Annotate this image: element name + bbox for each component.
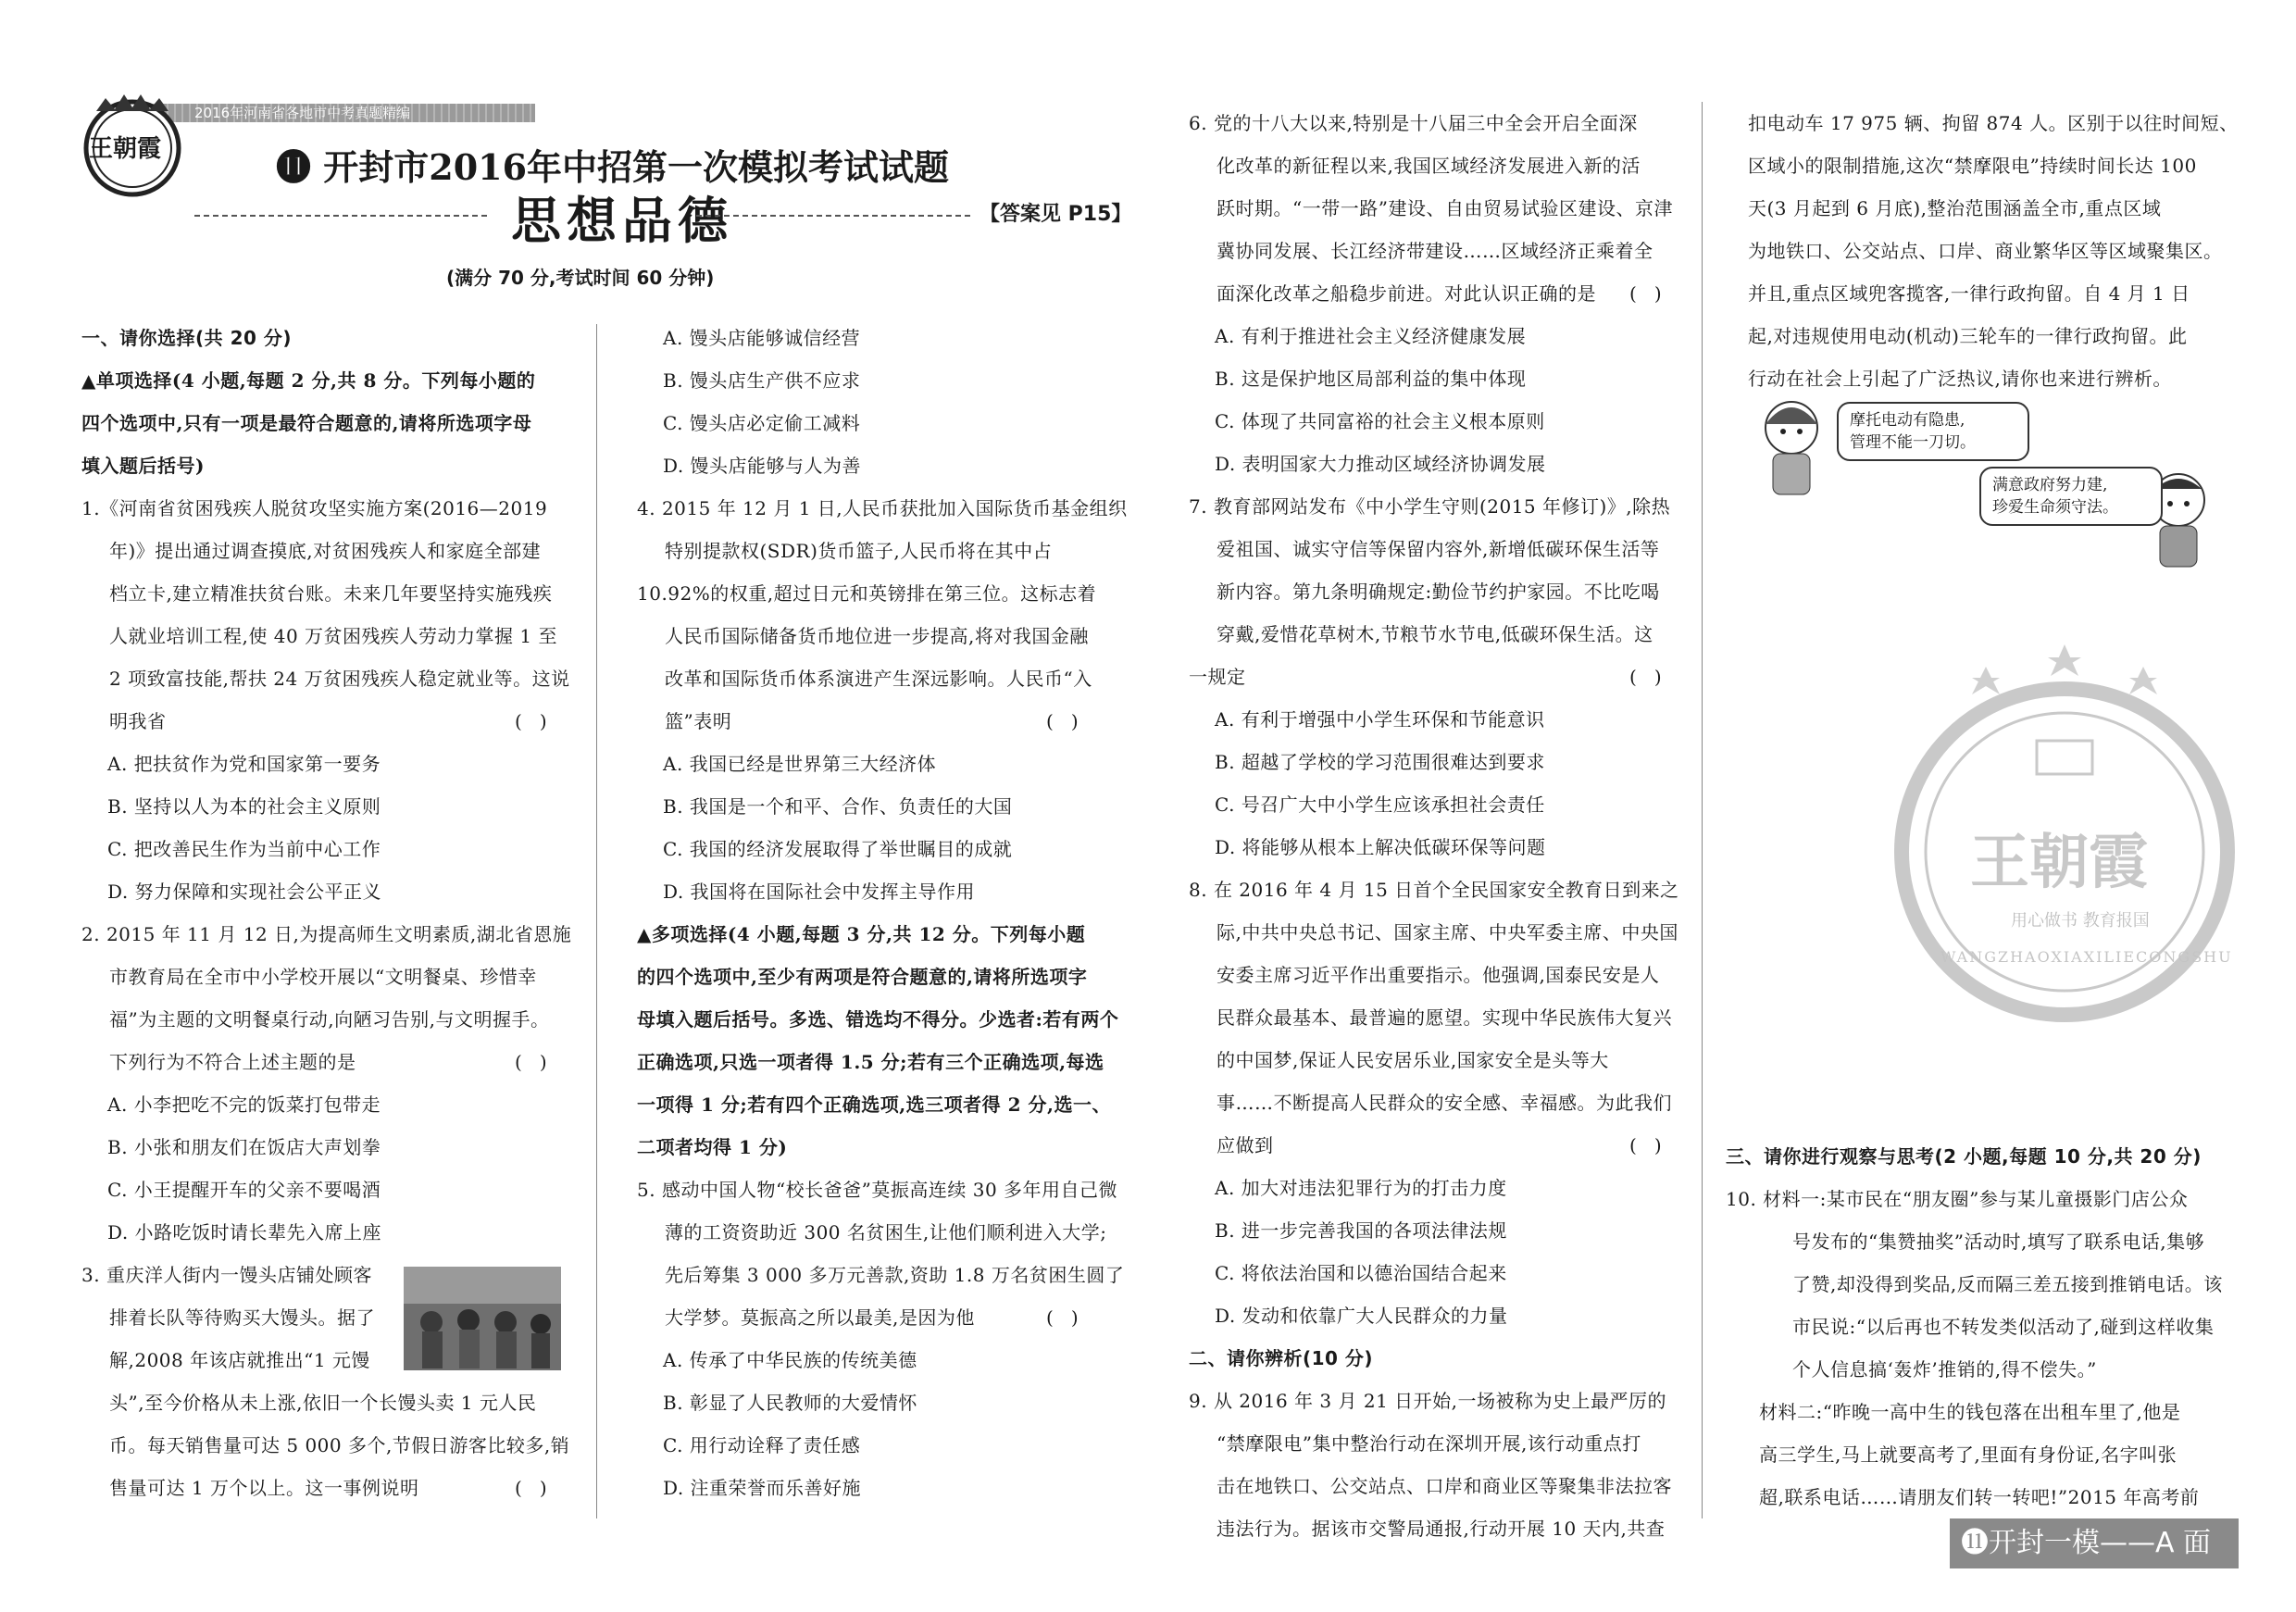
col3-line: 事……不断提高人民群众的安全感、幸福感。为此我们 bbox=[1217, 1092, 1672, 1114]
col3-line: 的中国梦,保证人民安居乐业,国家安全是头等大 bbox=[1217, 1049, 1609, 1071]
col3-line: 二、请你辨析(10 分) bbox=[1189, 1347, 1374, 1369]
col3-line: 8. 在 2016 年 4 月 15 日首个全民国家安全教育日到来之 bbox=[1189, 879, 1679, 901]
col4-line: 区域小的限制措施,这次“禁摩限电”持续时间长达 100 bbox=[1748, 155, 2197, 177]
col2-line: 二项者均得 1 分) bbox=[637, 1136, 788, 1158]
col2-line: 5. 感动中国人物“校长爸爸”莫振高连续 30 多年用自己微 bbox=[637, 1179, 1118, 1201]
column-divider bbox=[596, 324, 597, 1518]
col2-line: 一项得 1 分;若有四个正确选项,选三项者得 2 分,选一、 bbox=[637, 1093, 1111, 1116]
col4-line: 为地铁口、公交站点、口岸、商业繁华区等区域聚集区。 bbox=[1748, 240, 2223, 262]
col3-line: 击在地铁口、公交站点、口岸和商业区等聚集非法拉客 bbox=[1217, 1475, 1672, 1497]
col4-line: 行动在社会上引起了广泛热议,请你也来进行辨析。 bbox=[1748, 368, 2172, 390]
col2-line: D. 馒头店能够与人为善 bbox=[663, 455, 862, 477]
col3-line: C. 体现了共同富裕的社会主义根本原则 bbox=[1215, 410, 1545, 432]
bun-shop-queue-photo bbox=[404, 1267, 561, 1370]
col4b-line: 10. 材料一:某市民在“朋友圈”参与某儿童摄影门店公众 bbox=[1726, 1188, 2189, 1210]
series-banner: 2016年河南省各地市中考真题精编 bbox=[139, 104, 535, 122]
col3-line: 安委主席习近平作出重要指示。他强调,国泰民安是人 bbox=[1217, 964, 1660, 986]
col2-line: D. 我国将在国际社会中发挥主导作用 bbox=[663, 881, 976, 903]
col2-line: 大学梦。莫振高之所以最美,是因为他 bbox=[665, 1306, 975, 1329]
col3-line: 新内容。第九条明确规定:勤俭节约护家园。不比吃喝 bbox=[1217, 581, 1660, 603]
answer-bracket[interactable]: ( ) bbox=[515, 710, 547, 732]
col3-line: 穿戴,爱惜花草树木,节粮节水节电,低碳环保生活。这 bbox=[1217, 623, 1653, 645]
col1-line: 3. 重庆洋人街内一馒头店铺处顾客 bbox=[81, 1264, 372, 1286]
col2-line: B. 馒头店生产供不应求 bbox=[663, 369, 861, 392]
col2-line: 先后筹集 3 000 多万元善款,资助 1.8 万名贫困生圆了 bbox=[665, 1264, 1125, 1286]
col1-line: A. 把扶贫作为党和国家第一要务 bbox=[107, 753, 381, 775]
col4b-line: 号发布的“集赞抽奖”活动时,填写了联系电话,集够 bbox=[1792, 1231, 2205, 1253]
col2-line: 特别提款权(SDR)货币篮子,人民币将在其中占 bbox=[665, 540, 1053, 562]
col3-line: D. 表明国家大力推动区域经济协调发展 bbox=[1215, 453, 1546, 475]
subject-title: 思想品德 bbox=[511, 191, 733, 250]
title-rule-left bbox=[194, 215, 487, 217]
watermark-name: 王朝霞 bbox=[1970, 828, 2148, 897]
col3-line: C. 号召广大中小学生应该承担社会责任 bbox=[1215, 794, 1545, 816]
col3-line: B. 进一步完善我国的各项法律法规 bbox=[1215, 1219, 1507, 1242]
col2-line: D. 注重荣誉而乐善好施 bbox=[663, 1477, 862, 1499]
col1-line: B. 坚持以人为本的社会主义原则 bbox=[107, 795, 381, 818]
col1-line: C. 小王提醒开车的父亲不要喝酒 bbox=[107, 1179, 381, 1201]
title-rule-right bbox=[696, 215, 970, 217]
col1-line: 档立卡,建立精准扶贫台账。未来几年要坚持实施残疾 bbox=[109, 582, 553, 605]
col2-line: 4. 2015 年 12 月 1 日,人民币获批加入国际货币基金组织 bbox=[637, 497, 1128, 519]
girl-speech-bubble: 摩托电动有隐患, 管理不能一刀切。 bbox=[1837, 402, 2029, 461]
page-footer-label: ⓫开封一模——A 面 bbox=[1950, 1518, 2239, 1568]
col3-line: 应做到 bbox=[1217, 1134, 1274, 1156]
col1-line: 头”,至今价格从未上涨,依旧一个长馒头卖 1 元人民 bbox=[109, 1392, 537, 1414]
answer-bracket[interactable]: ( ) bbox=[515, 1051, 547, 1073]
col1-line: 人就业培训工程,使 40 万贫困残疾人劳动力掌握 1 至 bbox=[109, 625, 557, 647]
col3-line: “禁摩限电”集中整治行动在深圳开展,该行动重点打 bbox=[1217, 1432, 1641, 1455]
col3-line: B. 超越了学校的学习范围很难达到要求 bbox=[1215, 751, 1545, 773]
col2-line: 母填入题后括号。多选、错选均不得分。少选者:若有两个 bbox=[637, 1008, 1119, 1031]
col1-line: 解,2008 年该店就推出“1 元馒 bbox=[109, 1349, 370, 1371]
exam-number-badge: ⓫ bbox=[276, 146, 312, 188]
col1-line: 四个选项中,只有一项是最符合题意的,请将所选项字母 bbox=[81, 412, 532, 434]
exam-title: ⓫ 开封市2016年中招第一次模拟考试试题 bbox=[276, 146, 950, 188]
col1-line: ▲单项选择(4 小题,每题 2 分,共 8 分。下列每小题的 bbox=[81, 369, 536, 392]
col2-line: 薄的工资资助近 300 名贫困生,让他们顺利进入大学; bbox=[665, 1221, 1107, 1243]
col4b-line: 高三学生,马上就要高考了,里面有身份证,名字叫张 bbox=[1759, 1443, 2177, 1466]
col3-line: 9. 从 2016 年 3 月 21 日开始,一场被称为史上最严厉的 bbox=[1189, 1390, 1667, 1412]
col3-line: D. 将能够从根本上解决低碳环保等问题 bbox=[1215, 836, 1546, 858]
answer-bracket[interactable]: ( ) bbox=[1629, 1134, 1662, 1156]
col1-line: 售量可达 1 万个以上。这一事例说明 bbox=[109, 1477, 419, 1499]
answer-bracket[interactable]: ( ) bbox=[1629, 666, 1662, 688]
col3-line: 一规定 bbox=[1189, 666, 1246, 688]
col1-line: 1.《河南省贫困残疾人脱贫攻坚实施方案(2016—2019 bbox=[81, 497, 548, 519]
col3-line: D. 发动和依靠广大人民群众的力量 bbox=[1215, 1305, 1508, 1327]
col2-line: B. 彰显了人民教师的大爱情怀 bbox=[663, 1392, 917, 1414]
col4b-line: 个人信息搞‘轰炸’推销的,得不偿失。” bbox=[1792, 1358, 2097, 1381]
col4-line: 扣电动车 17 975 辆、拘留 874 人。区别于以往时间短、 bbox=[1748, 112, 2239, 134]
col2-line: 10.92%的权重,超过日元和英镑排在第三位。这标志着 bbox=[637, 582, 1097, 605]
col3-line: 冀协同发展、长江经济带建设……区域经济正乘着全 bbox=[1217, 240, 1653, 262]
col2-line: A. 我国已经是世界第三大经济体 bbox=[663, 753, 937, 775]
col3-line: B. 这是保护地区局部利益的集中体现 bbox=[1215, 368, 1527, 390]
logo-text: 王朝霞 bbox=[89, 135, 162, 163]
col1-line: 市教育局在全市中小学校开展以“文明餐桌、珍惜幸 bbox=[109, 966, 537, 988]
answer-bracket[interactable]: ( ) bbox=[515, 1477, 547, 1499]
col2-line: A. 传承了中华民族的传统美德 bbox=[663, 1349, 917, 1371]
boy-speech-bubble: 满意政府努力建, 珍爱生命须守法。 bbox=[1979, 467, 2163, 526]
col1-line: 币。每天销售量可达 5 000 多个,节假日游客比较多,销 bbox=[109, 1434, 570, 1456]
col3-line: 跃时期。“一带一路”建设、自由贸易试验区建设、京津 bbox=[1217, 197, 1673, 219]
col3-line: 7. 教育部网站发布《中小学生守则(2015 年修订)》,除热 bbox=[1189, 495, 1671, 518]
col1-line: 一、请你选择(共 20 分) bbox=[81, 327, 293, 349]
col3-line: 面深化改革之船稳步前进。对此认识正确的是 bbox=[1217, 282, 1596, 305]
answer-bracket[interactable]: ( ) bbox=[1629, 282, 1662, 305]
col2-line: 改革和国际货币体系演进产生深远影响。人民币“入 bbox=[665, 668, 1092, 690]
col4-line: 并且,重点区域兜客揽客,一律行政拘留。自 4 月 1 日 bbox=[1748, 282, 2190, 305]
col2-line: C. 用行动诠释了责任感 bbox=[663, 1434, 861, 1456]
col2-line: A. 馒头店能够诚信经营 bbox=[663, 327, 861, 349]
col1-line: C. 把改善民生作为当前中心工作 bbox=[107, 838, 381, 860]
answer-bracket[interactable]: ( ) bbox=[1046, 1306, 1079, 1329]
col1-line: D. 小路吃饭时请长辈先入席上座 bbox=[107, 1221, 382, 1243]
col2-line: 篮”表明 bbox=[665, 710, 732, 732]
col1-line: A. 小李把吃不完的饭菜打包带走 bbox=[107, 1093, 381, 1116]
answer-bracket[interactable]: ( ) bbox=[1046, 710, 1079, 732]
col4b-line: 超,联系电话……请朋友们转一转吧!”2015 年高考前 bbox=[1759, 1486, 2200, 1508]
col1-line: 填入题后括号) bbox=[81, 455, 205, 477]
col2-line: ▲多项选择(4 小题,每题 3 分,共 12 分。下列每小题 bbox=[637, 923, 1086, 945]
col4b-line: 了赞,却没得到奖品,反而隔三差五接到推销电话。该 bbox=[1792, 1273, 2223, 1295]
col2-line: B. 我国是一个和平、合作、负责任的大国 bbox=[663, 795, 1013, 818]
col3-line: 际,中共中央总书记、国家主席、中央军委主席、中央国 bbox=[1217, 921, 1678, 943]
col1-line: 2. 2015 年 11 月 12 日,为提高师生文明素质,湖北省恩施 bbox=[81, 923, 572, 945]
column-divider bbox=[1702, 102, 1703, 1518]
col2-line: 正确选项,只选一项者得 1.5 分;若有三个正确选项,每选 bbox=[637, 1051, 1104, 1073]
girl-cartoon-icon bbox=[1750, 391, 1833, 502]
col4b-line: 材料二:“昨晚一高中生的钱包落在出租车里了,他是 bbox=[1759, 1401, 2181, 1423]
col2-line: C. 馒头店必定偷工减料 bbox=[663, 412, 861, 434]
col3-line: 违法行为。据该市交警局通报,行动开展 10 天内,共查 bbox=[1217, 1518, 1666, 1540]
answer-reference: 【答案见 P15】 bbox=[980, 203, 1132, 226]
col1-line: 排着长队等待购买大馒头。据了 bbox=[109, 1306, 375, 1329]
col2-line: C. 我国的经济发展取得了举世瞩目的成就 bbox=[663, 838, 1013, 860]
col3-line: 民群众最基本、最普遍的愿望。实现中华民族伟大复兴 bbox=[1217, 1006, 1672, 1029]
col3-line: 爱祖国、诚实守信等保留内容外,新增低碳环保生活等 bbox=[1217, 538, 1660, 560]
col3-line: A. 有利于推进社会主义经济健康发展 bbox=[1215, 325, 1527, 347]
col3-line: A. 加大对违法犯罪行为的打击力度 bbox=[1215, 1177, 1507, 1199]
col3-line: 6. 党的十八大以来,特别是十八届三中全会开启全面深 bbox=[1189, 112, 1638, 134]
col1-line: 福”为主题的文明餐桌行动,向陋习告别,与文明握手。 bbox=[109, 1008, 550, 1031]
col4b-line: 市民说:“以后再也不转发类似活动了,碰到这样收集 bbox=[1792, 1316, 2215, 1338]
col3-line: A. 有利于增强中小学生环保和节能意识 bbox=[1215, 708, 1545, 731]
col4b-line: 三、请你进行观察与思考(2 小题,每题 10 分,共 20 分) bbox=[1726, 1145, 2202, 1168]
col1-line: 2 项致富技能,帮扶 24 万贫困残疾人稳定就业等。这说 bbox=[109, 668, 570, 690]
col1-line: 年)》提出通过调查摸底,对贫困残疾人和家庭全部建 bbox=[109, 540, 542, 562]
col1-line: B. 小张和朋友们在饭店大声划拳 bbox=[107, 1136, 381, 1158]
col3-line: 化改革的新征程以来,我国区域经济发展进入新的活 bbox=[1217, 155, 1641, 177]
exam-info: (满分 70 分,考试时间 60 分钟) bbox=[446, 267, 715, 289]
col2-line: 人民币国际储备货币地位进一步提高,将对我国金融 bbox=[665, 625, 1089, 647]
col4-line: 天(3 月起到 6 月底),整治范围涵盖全市,重点区域 bbox=[1748, 197, 2162, 219]
col1-line: 明我省 bbox=[109, 710, 167, 732]
col1-line: 下列行为不符合上述主题的是 bbox=[109, 1051, 356, 1073]
col3-line: C. 将依法治国和以德治国结合起来 bbox=[1215, 1262, 1507, 1284]
watermark-ring-text: WANGZHAOXIAXILIECONGSHU bbox=[1940, 948, 2233, 966]
col4-line: 起,对违规使用电动(机动)三轮车的一律行政拘留。此 bbox=[1748, 325, 2188, 347]
watermark-slogan: 用心做书 教育报国 bbox=[2011, 911, 2150, 931]
col1-line: D. 努力保障和实现社会公平正义 bbox=[107, 881, 382, 903]
col2-line: 的四个选项中,至少有两项是符合题意的,请将所选项字 bbox=[637, 966, 1088, 988]
